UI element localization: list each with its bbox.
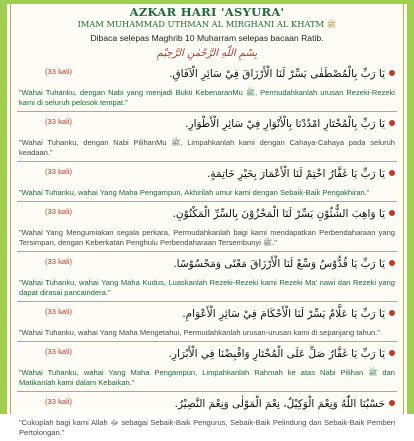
- dhikr-block-3: [17, 161, 397, 201]
- bullet-icon: [389, 120, 395, 126]
- dhikr-block-4: [17, 201, 397, 251]
- basmala-calligraphy: بِسْمِ اللّٰهِ الرَّحْمٰنِ الرَّحِيْمِ: [156, 48, 258, 59]
- translation-text: "Wahai Yang Mengumiakan segala perkara, Permudahkanlah bagi kami mendapatkan Perbendaharaan yang Tersimpan, dengan Keberkatan Penghulu Perbendaharaan Tersembunyi ﷺ.": [19, 228, 395, 247]
- repeat-count: (33 kali): [45, 67, 73, 76]
- repeat-count: (33 kali): [45, 397, 73, 406]
- bullet-icon: [389, 400, 395, 406]
- translation-text: "Wahai Tuhanku, wahai Yang Maha Mengetahui, Permudahkanlah urusan-urusan kami di sepanjang tahun.": [19, 328, 380, 337]
- dhikr-block-2: [17, 111, 397, 161]
- arabic-row: [17, 111, 397, 136]
- arabic-row: [17, 341, 397, 366]
- arabic-row: [17, 391, 397, 416]
- translation-text: "Wahai Tuhanku, wahai Yang Maha Pengampun, Akhirilah umur kami dengan Sebaik-Baik Pengakhiran.": [19, 188, 370, 197]
- arabic-row: [17, 161, 397, 186]
- bullet-icon: [389, 70, 395, 76]
- arabic-text: حَسْبُنَا اللّٰهُ وَنِعْمَ الْوَكِيْلُ، نِعْمَ الْمَوْلٰى وَنِعْمَ النَّصِيْرُ.: [174, 398, 385, 410]
- repeat-count: (33 kali): [45, 347, 73, 356]
- dhikr-block-1: [17, 62, 397, 111]
- translation-text: "Cukuplah bagi kami Allah ﷻ sebagai Sebaik-Baik Pengurus, Sebaik-Baik Pelindung dan Sebaik-Baik Pemberi Pertolongan.": [19, 418, 395, 437]
- subtitle-text: IMAM MUHAMMAD UTHMAN AL MIRGHANI AL KHATM: [77, 19, 325, 29]
- translation-text: "Wahai Tuhanku, dengan Nabi yang menjadi Bukti KebenaranMu ﷺ, Permudahkanlah urusan Rezeki-Rezeki kami di seluruh pelosok tempat.": [19, 88, 395, 107]
- arabic-row: [17, 62, 397, 86]
- dhikr-block-6: [17, 301, 397, 341]
- reading-instruction: Dibaca selepas Maghrib 10 Muharram selepas bacaan Ratib.: [90, 33, 324, 43]
- arabic-text: يَا رَبِّ يَا غَفَّارُ اخْتِمْ لَنَا الْأَعْمَارَ بِخَيْرِ خَاتِمَةٍ.: [207, 168, 385, 180]
- repeat-count: (33 kali): [45, 167, 73, 176]
- arabic-row: [17, 201, 397, 226]
- bullet-icon: [389, 350, 395, 356]
- repeat-count: (33 kali): [45, 207, 73, 216]
- translation-text: "Wahai Tuhanku, wahai Yang Maha Pengampun, Limpahkanlah Rahmah ke atas Nabi Pilihan ﷺ dan Matikanlah kami dalam Kebaikan.": [19, 368, 395, 387]
- repeat-count: (33 kali): [45, 307, 73, 316]
- arabic-text: يَا وَاهِبَ الشُّئُوْنِ يَسِّرْ لَنَا الْمَخْزُوْنَ بِالسِّرِّ الْمَكْنُوْنِ.: [172, 208, 385, 220]
- dhikr-block-8: [17, 391, 397, 441]
- dhikr-block-5: [17, 251, 397, 301]
- page-subtitle: [11, 19, 403, 30]
- translation-text: "Wahai Tuhanku, dengan Nabi PilihanMu ﷺ, Limpahkanlah kami dengan Cahaya-Cahaya pada seluruh keadaan.": [19, 138, 395, 157]
- bullet-icon: [389, 210, 395, 216]
- bullet-icon: [389, 310, 395, 316]
- arabic-text: يَا رَبِّ يَا عَلَّامُ يَسِّرْ لَنَا الْأَحْكَامَ فِيْ سَائِرِ الْأَعْوَامِ.: [182, 308, 385, 320]
- repeat-count: (33 kali): [45, 257, 73, 266]
- arabic-text: يَا رَبِّ بِالْمُصْطَفٰى يَسِّرْ لَنَا الْأَرْزَاقَ فِيْ سَائِرِ الْآفَاقِ.: [169, 68, 385, 80]
- bullet-icon: [389, 260, 395, 266]
- dhikr-block-7: [17, 341, 397, 391]
- bullet-icon: [389, 170, 395, 176]
- arabic-text: يَا رَبِّ يَا غَفَّارُ صَلِّ عَلَى الْمُخْتَارِ وَاقْبِضْنَا فِي الْأَبْرَارِ.: [168, 348, 385, 360]
- arabic-text: يَا رَبِّ بِالْمُخْتَارِ امْدُدْنَا بِالْأَنْوَارِ فِيْ سَائِرِ الْأَطْوَارِ.: [185, 118, 385, 130]
- repeat-count: (33 kali): [45, 117, 73, 126]
- page-frame: [10, 4, 404, 437]
- page-title: AZKAR HARI 'ASYURA': [129, 5, 285, 19]
- translation-text: "Wahai Tuhanku, wahai Yang Maha Kudus, Luaskanlah Rezeki-Rezeki kami Rezeki Ma' nawi dan Rezeki yang dapat dirasai pancaindera.": [19, 278, 395, 297]
- arabic-row: [17, 301, 397, 326]
- arabic-text: يَا رَبِّ يَا قُدُّوْسُ وَسِّعْ لَنَا الْأَرْزَاقَ مَعْنًى وَمَحْسُوْسًا.: [173, 258, 385, 270]
- arabic-row: [17, 251, 397, 276]
- subtitle-honorific: ﷺ: [326, 20, 337, 29]
